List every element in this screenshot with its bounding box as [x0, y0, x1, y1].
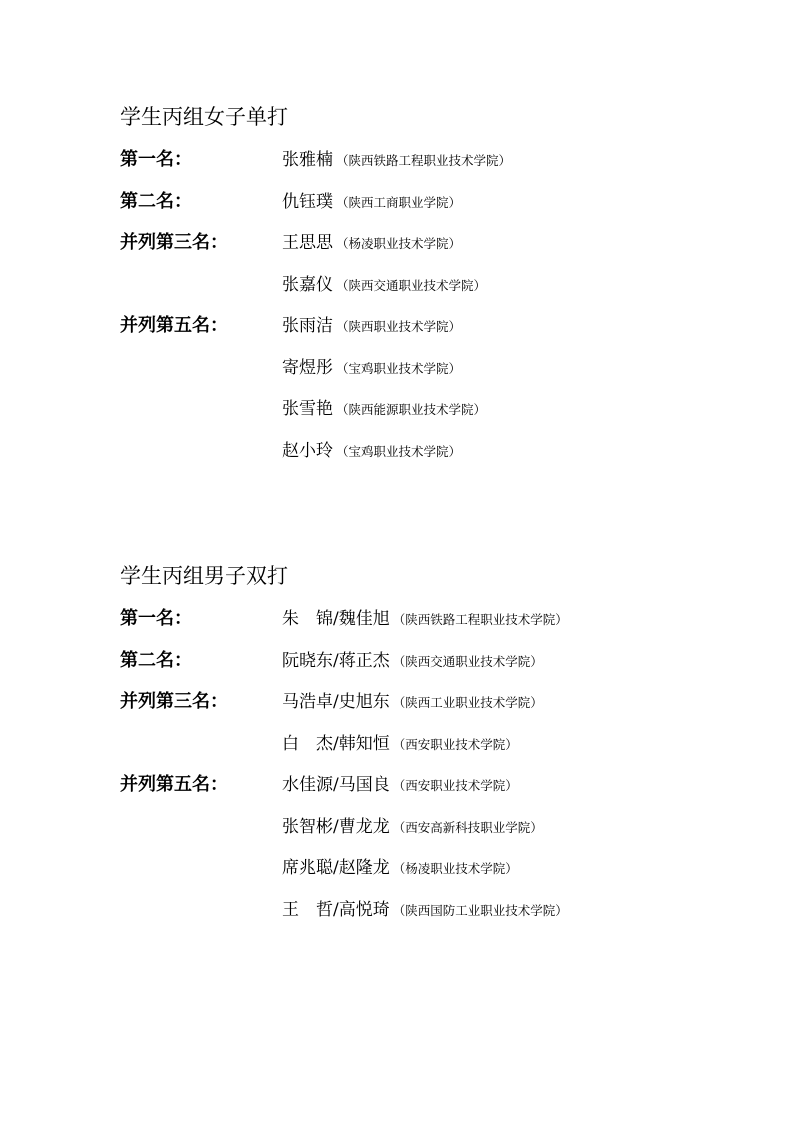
entry — [282, 305, 760, 347]
entry-list — [282, 139, 760, 181]
school-name: （陕西铁路工程职业技术学院） — [336, 153, 512, 168]
school-name: （杨凌职业技术学院） — [336, 236, 462, 251]
player-name: 张雪艳 — [282, 399, 333, 419]
entry — [282, 181, 760, 223]
rank-label: 第一名： — [120, 608, 192, 629]
section-title: 学生丙组男子双打 — [120, 564, 288, 588]
section-title: 学生丙组女子单打 — [120, 105, 288, 129]
entry-list — [282, 222, 760, 305]
rank-group-first — [120, 598, 760, 640]
player-names: 席兆聪/赵隆龙 — [282, 858, 390, 878]
rank-label: 第二名： — [120, 649, 192, 671]
results-section-mens-doubles — [120, 560, 760, 930]
player-name: 张嘉仪 — [282, 274, 333, 295]
entry — [282, 640, 760, 682]
rank-group-third — [120, 681, 760, 764]
school-name: （西安高新科技职业学院） — [392, 819, 543, 835]
player-names: 水佳源/马国良 — [282, 775, 390, 795]
entry — [282, 139, 760, 181]
school-name: （宝鸡职业技术学院） — [336, 443, 462, 459]
entry — [282, 681, 760, 723]
school-name: （陕西工业职业技术学院） — [392, 695, 543, 710]
entry-list — [282, 305, 760, 471]
entry — [282, 264, 760, 306]
school-name: （西安职业技术学院） — [392, 736, 518, 752]
school-name: （宝鸡职业技术学院） — [336, 360, 462, 376]
entry — [282, 764, 760, 806]
player-names: 阮晓东/蒋正杰 — [282, 650, 390, 671]
entry — [282, 388, 760, 430]
school-name: （陕西国防工业职业技术学院） — [392, 902, 568, 918]
rank-label: 并列第三名： — [120, 232, 228, 253]
school-name: （陕西工商职业学院） — [336, 194, 462, 210]
player-names: 白 杰/韩知恒 — [282, 733, 390, 754]
player-names: 王 哲/高悦琦 — [282, 899, 390, 920]
school-name: （陕西职业技术学院） — [336, 319, 462, 334]
entry — [282, 347, 760, 389]
rank-label: 并列第三名： — [120, 691, 228, 712]
school-name: （陕西铁路工程职业技术学院） — [392, 612, 568, 627]
school-name: （西安职业技术学院） — [392, 778, 518, 793]
entry-list — [282, 681, 760, 764]
entry-list — [282, 764, 760, 930]
school-name: （陕西交通职业技术学院） — [392, 653, 543, 669]
player-name: 赵小玲 — [282, 440, 333, 461]
player-name: 张雅楠 — [282, 150, 333, 170]
rank-group-first — [120, 139, 760, 181]
rank-group-fifth — [120, 764, 760, 930]
entry — [282, 222, 760, 264]
school-name: （陕西能源职业技术学院） — [336, 402, 487, 417]
player-names: 朱 锦/魏佳旭 — [282, 609, 390, 629]
player-name: 寄煜彤 — [282, 357, 333, 378]
entry — [282, 723, 760, 765]
entry — [282, 430, 760, 472]
entry — [282, 889, 760, 931]
school-name: （陕西交通职业技术学院） — [336, 277, 487, 293]
entry — [282, 847, 760, 889]
rank-label: 并列第五名： — [120, 774, 228, 795]
entry-list — [282, 598, 760, 640]
player-names: 张智彬/曹龙龙 — [282, 816, 390, 837]
rank-label: 第二名： — [120, 190, 192, 212]
player-names: 马浩卓/史旭东 — [282, 692, 390, 712]
entry — [282, 598, 760, 640]
results-section-womens-singles — [120, 101, 760, 471]
rank-group-second — [120, 181, 760, 223]
rank-group-second — [120, 640, 760, 682]
player-name: 王思思 — [282, 233, 333, 253]
rank-label: 并列第五名： — [120, 315, 228, 336]
player-name: 张雨洁 — [282, 316, 333, 336]
entry — [282, 806, 760, 848]
entry-list — [282, 181, 760, 223]
entry-list — [282, 640, 760, 682]
school-name: （杨凌职业技术学院） — [392, 861, 518, 876]
rank-label: 第一名： — [120, 149, 192, 170]
player-name: 仇钰璞 — [282, 191, 333, 212]
rank-group-third — [120, 222, 760, 305]
rank-group-fifth — [120, 305, 760, 471]
